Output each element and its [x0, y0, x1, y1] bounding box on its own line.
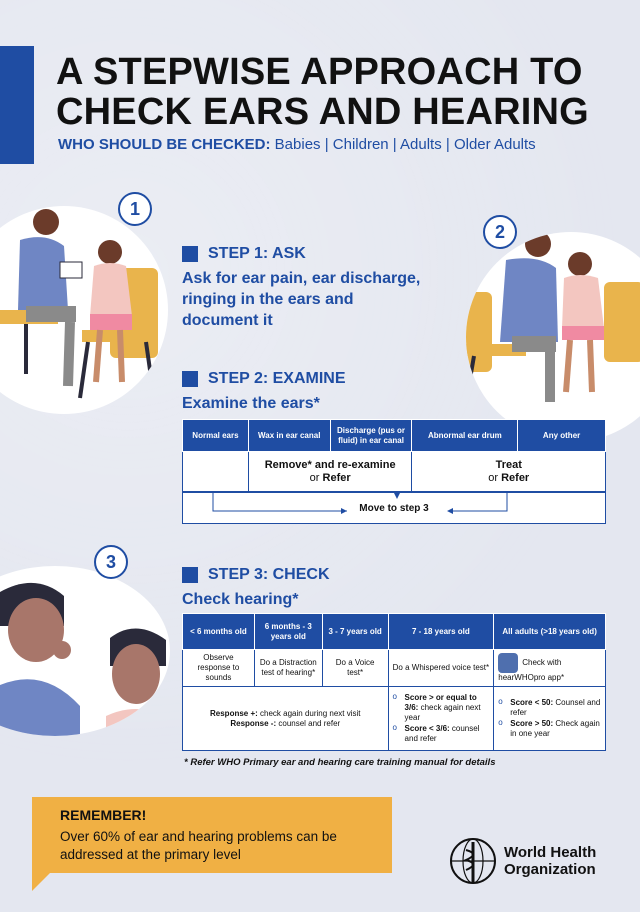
who-groups: Babies | Children | Adults | Older Adults	[274, 136, 536, 153]
step3-heading	[182, 566, 330, 584]
score-lt-text: counsel and refer	[404, 724, 480, 743]
remove-bold: Remove* and re-examine	[264, 458, 396, 471]
who-name-line1: World Health	[504, 844, 597, 861]
ear-examination-illustration	[466, 232, 640, 442]
step2-square-icon	[182, 371, 198, 387]
adult-lt-item	[498, 698, 601, 718]
method-3-7y: Do a Voice test*	[322, 650, 388, 687]
treat-refer: Refer	[501, 471, 530, 484]
check-table-header-row	[183, 614, 606, 650]
examine-col-discharge: Discharge (pus or fluid) in ear canal	[330, 420, 412, 452]
score-adult-cell	[494, 687, 606, 751]
check-col-under6m: < 6 months old	[183, 614, 255, 650]
who-wordmark	[504, 844, 596, 878]
page-title	[56, 52, 616, 132]
who-logo	[448, 836, 596, 886]
examine-table	[182, 419, 606, 492]
step2-subtitle: Examine the ears*	[182, 395, 320, 412]
remember-callout-tail	[32, 873, 50, 891]
score-lt-item	[393, 724, 490, 744]
check-method-row	[183, 650, 606, 687]
step1-illustration	[0, 206, 168, 414]
examine-col-other: Any other	[518, 420, 606, 452]
method-adults-cell	[494, 650, 606, 687]
score-ge-label: Score > or equal to 3/6:	[404, 693, 477, 712]
adult-gt-text: Check again in one year	[510, 719, 600, 738]
step3-square-icon	[182, 567, 198, 583]
examine-table-header-row	[183, 420, 606, 452]
score-ge-text: check again next year	[404, 703, 481, 722]
examine-normal-cell	[183, 452, 249, 492]
examine-action-row	[183, 452, 606, 492]
check-result-row	[183, 687, 606, 751]
who-lead: WHO SHOULD BE CHECKED:	[58, 136, 271, 153]
check-table	[182, 613, 606, 751]
examine-col-wax: Wax in ear canal	[248, 420, 330, 452]
step1-heading	[182, 245, 306, 263]
treat-bold: Treat	[495, 458, 522, 471]
step2-heading	[182, 370, 346, 388]
remove-or: or	[309, 471, 323, 484]
hearwho-app-icon	[498, 653, 518, 673]
adult-gt-item	[498, 719, 601, 739]
score-lt-label: Score < 3/6:	[404, 724, 450, 733]
check-col-3-7y: 3 - 7 years old	[322, 614, 388, 650]
who-name-line2: Organization	[504, 861, 596, 878]
step-number-1: 1	[118, 192, 152, 226]
step3-heading-text: STEP 3: CHECK	[208, 566, 330, 583]
step3-subtitle: Check hearing*	[182, 591, 299, 608]
step-number-3: 3	[94, 545, 128, 579]
title-accent-bar	[0, 46, 34, 164]
adult-gt-label: Score > 50:	[510, 719, 554, 728]
step1-description: Ask for ear pain, ear discharge, ringing in the ears and document it	[182, 270, 421, 329]
remove-refer: Refer	[322, 471, 351, 484]
title-line-1: A STEPWISE APPROACH TO	[56, 51, 583, 93]
method-adults: Check with hearWHOpro app*	[498, 658, 565, 682]
adult-lt-text: Counsel and refer	[510, 698, 601, 717]
doctor-patient-ask-illustration	[0, 206, 168, 414]
check-col-7-18y: 7 - 18 years old	[388, 614, 494, 650]
step1-square-icon	[182, 246, 198, 262]
response-minus-text: counsel and refer	[276, 718, 341, 728]
hearing-check-illustration	[0, 566, 170, 736]
remember-text: Over 60% of ear and hearing problems can be addressed at the primary level	[60, 829, 337, 862]
remember-heading: REMEMBER!	[60, 807, 147, 823]
examine-treat-cell	[412, 452, 606, 492]
response-plus-label: Response +:	[210, 708, 258, 718]
response-plus-text: check again during next visit	[257, 708, 361, 718]
step2-heading-text: STEP 2: EXAMINE	[208, 370, 346, 387]
check-col-6m-3y: 6 months - 3 years old	[254, 614, 322, 650]
method-6m-3y: Do a Distraction test of hearing*	[254, 650, 322, 687]
move-to-step3-row	[182, 492, 606, 524]
step-number-2: 2	[483, 215, 517, 249]
examine-remove-cell	[248, 452, 412, 492]
check-col-adults: All adults (>18 years old)	[494, 614, 606, 650]
method-7-18y: Do a Whispered voice test*	[388, 650, 494, 687]
step3-illustration	[0, 566, 170, 736]
score-7-18-cell	[388, 687, 494, 751]
response-minus-label: Response -:	[230, 718, 277, 728]
score-ge-item	[393, 693, 490, 723]
examine-col-normal: Normal ears	[183, 420, 249, 452]
treat-or: or	[488, 471, 502, 484]
footnote: * Refer WHO Primary ear and hearing care training manual for details	[184, 757, 496, 768]
who-emblem-icon	[448, 836, 498, 886]
remember-callout	[32, 797, 392, 873]
step1-heading-text: STEP 1: ASK	[208, 245, 306, 262]
step2-illustration	[466, 232, 640, 442]
response-cell	[183, 687, 389, 751]
who-should-be-checked	[58, 136, 536, 153]
title-line-2: CHECK EARS AND HEARING	[56, 91, 589, 133]
examine-col-abnormal: Abnormal ear drum	[412, 420, 518, 452]
adult-lt-label: Score < 50:	[510, 698, 554, 707]
move-to-step3-label: Move to step 3	[359, 503, 429, 514]
method-under6m: Observe response to sounds	[183, 650, 255, 687]
